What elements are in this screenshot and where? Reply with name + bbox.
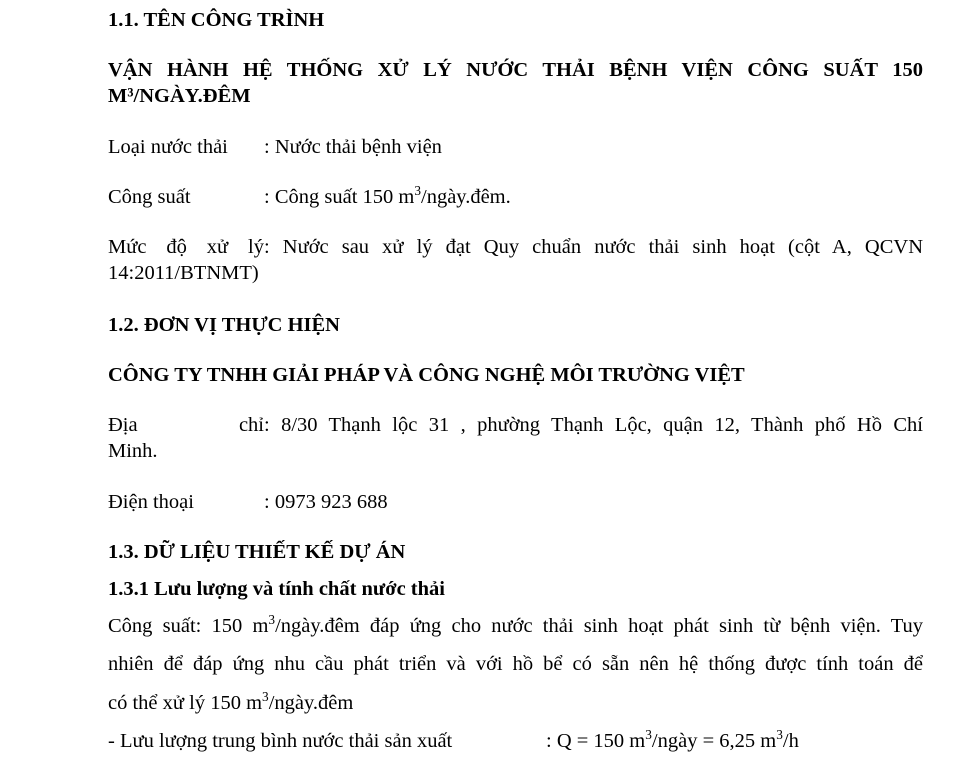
heading-1-3: 1.3. DỮ LIỆU THIẾT KẾ DỰ ÁN (108, 541, 406, 563)
waste-type-label: Loại nước thải (108, 136, 228, 158)
treatment-level-value-line2: 14:2011/BTNMT) (108, 262, 259, 284)
waste-type-value: : Nước thải bệnh viện (264, 136, 442, 158)
capacity-sup: 3 (414, 183, 421, 199)
phone-row (108, 489, 388, 515)
paragraph-line3-post: /ngày.đêm (268, 692, 354, 714)
paragraph-line1-pre: Công suất: 150 m (108, 615, 269, 637)
paragraph-line2: nhiên để đáp ứng nhu cầu phát triển và với hồ bể có sẵn nên hệ thống được tính toán để (108, 653, 923, 675)
flow-value-mid: /ngày = 6,25 m (651, 730, 777, 752)
paragraph-line3-sup: 3 (262, 689, 269, 705)
capacity-row (108, 184, 511, 210)
paragraph-line3-pre: có thể xử lý 150 m (108, 692, 263, 714)
address-value-line1: : 8/30 Thạnh lộc 31 , phường Thạnh Lộc, quận 12, Thành phố Hồ Chí (264, 414, 923, 436)
capacity-value-post: /ngày.đêm. (421, 186, 511, 208)
flow-sup1: 3 (645, 727, 652, 743)
flow-row (108, 728, 799, 754)
waste-type-row (108, 134, 442, 160)
flow-sup2: 3 (776, 727, 783, 743)
treatment-level-row (108, 234, 923, 260)
company-name: CÔNG TY TNHH GIẢI PHÁP VÀ CÔNG NGHỆ MÔI TRƯỜNG VIỆT (108, 364, 745, 386)
flow-value-pre: : Q = 150 m (546, 730, 646, 752)
paragraph-line3 (108, 690, 353, 716)
paragraph-line1-post: /ngày.đêm đáp ứng cho nước thải sinh hoạt phát sinh từ bệnh viện. Tuy (275, 615, 923, 637)
document-page (108, 0, 923, 769)
treatment-level-label: Mức độ xử lý (108, 236, 264, 258)
flow-label: - Lưu lượng trung bình nước thải sản xuất (108, 730, 453, 752)
project-title-line2: M³/NGÀY.ĐÊM (108, 85, 251, 107)
address-value-line2: Minh. (108, 440, 158, 462)
heading-1-2: 1.2. ĐƠN VỊ THỰC HIỆN (108, 314, 340, 336)
address-label: Địa chỉ (108, 414, 264, 436)
capacity-label: Công suất (108, 186, 191, 208)
paragraph-line1-sup: 3 (268, 612, 276, 628)
phone-value: : 0973 923 688 (264, 491, 388, 513)
capacity-value-pre: : Công suất 150 m (264, 186, 415, 208)
phone-label: Điện thoại (108, 491, 194, 513)
heading-1-1: 1.1. TÊN CÔNG TRÌNH (108, 9, 325, 31)
flow-value-post: /h (782, 730, 799, 752)
paragraph-line1 (108, 613, 923, 639)
treatment-level-value-line1: : Nước sau xử lý đạt Quy chuẩn nước thải sinh hoạt (cột A, QCVN (264, 236, 923, 258)
address-row (108, 412, 923, 438)
project-title-line1: VẬN HÀNH HỆ THỐNG XỬ LÝ NƯỚC THẢI BỆNH VIỆN CÔNG SUẤT 150 (108, 59, 923, 81)
heading-1-3-1: 1.3.1 Lưu lượng và tính chất nước thải (108, 578, 445, 600)
